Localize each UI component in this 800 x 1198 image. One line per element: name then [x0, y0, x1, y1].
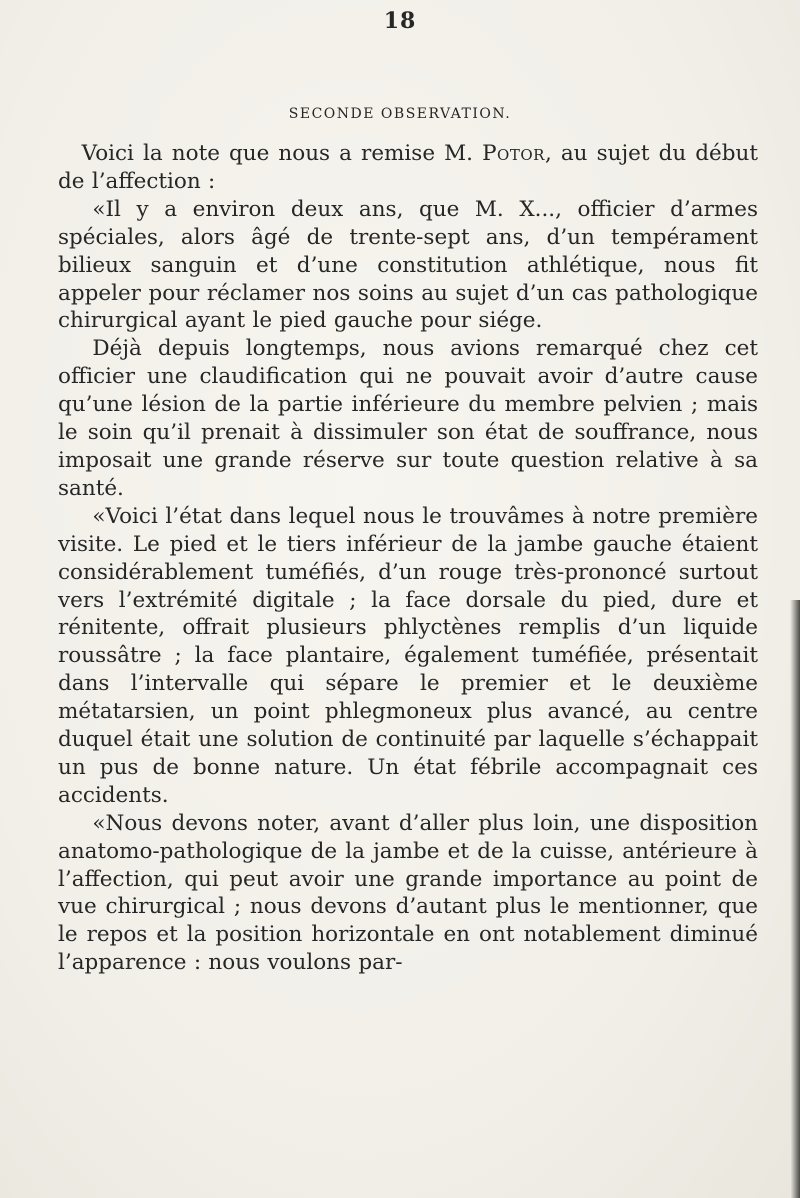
intro-text-after: , au sujet du début de l’affection :: [58, 141, 759, 194]
author-name: Potor: [482, 141, 545, 166]
page-number: 18: [383, 8, 417, 34]
paragraph: «Il y a environ deux ans, que M. X..., officier d’armes spéciales, alors âgé de trente-sept ans, d’un tempérament bilieux sanguin et d’une constitution athlétique, nous fit appeler pour réclamer nos soins au sujet d’un cas pathologique chirurgical ayant le pied gauche pour siége.: [58, 196, 758, 334]
paragraph: «Nous devons noter, avant d’aller plus loin, une disposition anatomo-pathologique de la jambe et de la cuisse, antérieure à l’affection, qui peut avoir une grande importance au point de vue chirurgical ; nous devons d’autant plus le mentionner, que le repos et la position horizontale en ont notablement diminué l’apparence : nous voulons par-: [58, 810, 758, 976]
section-title: SECONDE OBSERVATION.: [288, 106, 512, 122]
paragraph: «Voici l’état dans lequel nous le trouvâmes à notre première visite. Le pied et le tiers inférieur de la jambe gauche étaient considérablement tuméfiés, d’un rouge très-prononcé surtout vers l’extrémité digitale ; la face dorsale du pied, dure et rénitente, offrait plusieurs phlyctènes remplis d’un liquide roussâtre ; la face plantaire, également tuméfiée, présentait dans l’intervalle qui sépare le premier et le deuxième métatarsien, un point phlegmoneux plus avancé, au centre duquel était une solution de continuité par laquelle s’échappait un pus de bonne nature. Un état fébrile accompagnait ces accidents.: [58, 503, 758, 808]
body-text: [58, 140, 758, 977]
intro-paragraph: [58, 140, 758, 196]
intro-text-before: Voici la note que nous a remise M.: [81, 141, 483, 166]
page-edge-shadow: [790, 600, 800, 1198]
paragraph: Déjà depuis longtemps, nous avions remarqué chez cet officier une claudification qui ne pouvait avoir d’autre cause qu’une lésion de la partie inférieure du membre pelvien ; mais le soin qu’il prenait à dissimuler son état de souffrance, nous imposait une grande réserve sur toute question relative à sa santé.: [58, 336, 758, 501]
